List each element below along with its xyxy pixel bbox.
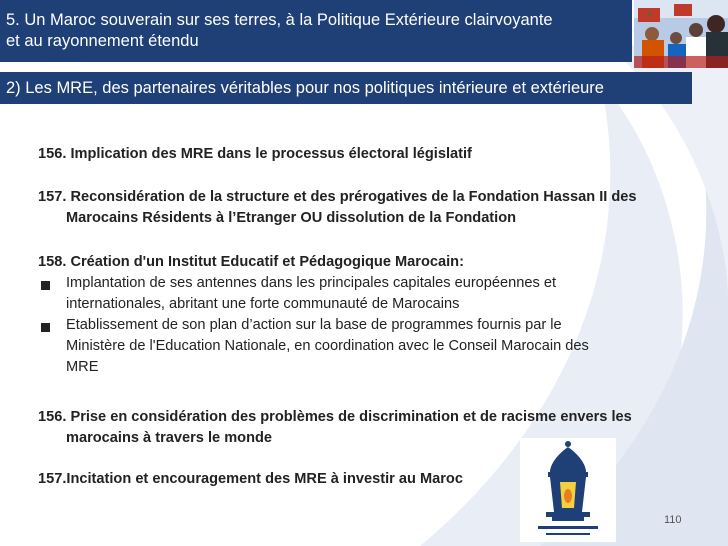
item-158-heading: 158. Création d'un Institut Educatif et Pédagogique Marocain: xyxy=(38,254,464,270)
bullet-2-line-2: Ministère de l'Education Nationale, en coordination avec le Conseil Marocain des xyxy=(66,338,589,354)
slide-title-line-2: et au rayonnement étendu xyxy=(6,32,199,50)
bullet-1-line-1: Implantation de ses antennes dans les principales capitales européennes et xyxy=(66,275,557,291)
bullet-square-icon xyxy=(41,281,50,290)
title-bar xyxy=(0,0,632,62)
lantern-logo-icon xyxy=(520,438,616,542)
item-157b-heading: 157.Incitation et encouragement des MRE à investir au Maroc xyxy=(38,471,463,487)
item-156b-heading-line-1: 156. Prise en considération des problèmes de discrimination et de racisme envers les xyxy=(38,409,632,425)
bullet-2-line-1: Etablissement de son plan d’action sur la base de programmes fournis par le xyxy=(66,317,562,333)
bullet-2-line-3: MRE xyxy=(66,359,99,375)
item-157-heading-line-2: Marocains Résidents à l’Etranger OU dissolution de la Fondation xyxy=(66,210,517,226)
page-number: 110 xyxy=(664,514,682,526)
slide-title-line-1: 5. Un Maroc souverain sur ses terres, à la Politique Extérieure clairvoyante xyxy=(6,11,553,29)
item-156b-heading-line-2: marocains à travers le monde xyxy=(66,430,273,446)
crowd-photo-icon xyxy=(634,0,728,68)
subtitle-bar: 2) Les MRE, des partenaires véritables pour nos politiques intérieure et extérieure xyxy=(0,72,692,104)
item-156-heading: 156. Implication des MRE dans le processus électoral législatif xyxy=(38,146,472,162)
header-photo xyxy=(634,0,728,68)
bullet-square-icon xyxy=(41,323,50,332)
item-157-heading-line-1: 157. Reconsidération de la structure et des prérogatives de la Fondation Hassan II des xyxy=(38,189,637,205)
bullet-1-line-2: internationales, abritant une forte communauté de Marocains xyxy=(66,296,460,312)
